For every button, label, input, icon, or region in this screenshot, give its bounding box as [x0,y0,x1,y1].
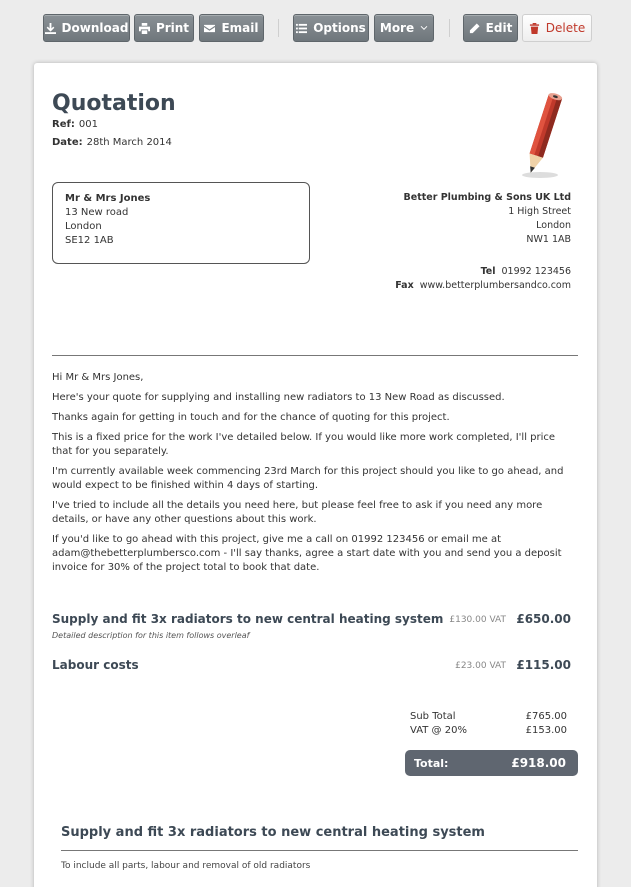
letter-paragraph: I'm currently available week commencing 23rd March for this project should you like to go ahead, and would expect to be finished within 4 days of starting. [52,466,564,491]
total-label: Total: [414,757,449,770]
subtotal-value: £765.00 [525,711,567,722]
line-item-name: Supply and fit 3x radiators to new central heating system [52,612,444,626]
company-address-line: NW1 1AB [526,234,571,245]
company-address-line: 1 High Street [508,206,571,217]
vat-label: VAT @ 20% [410,725,467,736]
delete-label: Delete [545,21,586,35]
page-title: Quotation [52,91,176,116]
toolbar-separator [278,19,279,37]
total-bar [405,750,578,776]
letter-paragraph: Hi Mr & Mrs Jones, [52,372,144,383]
toolbar [43,14,603,42]
letter-paragraph: Thanks again for getting in touch and for the chance of quoting for this project. [52,412,450,423]
download-button[interactable] [43,14,130,42]
customer-address [52,182,310,264]
toolbar-separator [449,19,450,37]
line-item-price: £115.00 [516,658,571,672]
tel-line [351,265,571,279]
pencil-icon [469,23,480,34]
chevron-down-icon [420,24,428,32]
options-button[interactable] [293,14,369,42]
fax-label: Fax [395,280,414,291]
detail-section-text: To include all parts, labour and removal of old radiators [61,861,311,871]
vat-value: £153.00 [525,725,567,736]
options-label: Options [313,21,366,35]
line-item-vat: £23.00 VAT [455,661,506,671]
total-value: £918.00 [511,756,566,770]
ref-line [52,119,98,130]
more-dropdown-button[interactable] [374,14,434,42]
letter-paragraph: If you'd like to go ahead with this project, give me a call on 01992 123456 or email me at adam@thebetterplumbersco.com - I'll say thanks, agree a start date with you and send you a deposit invoice for 30% of the project total to book that date. [52,534,562,573]
cover-letter [52,371,578,581]
pencil-logo-icon [512,89,572,181]
fax-value: www.betterplumbersandco.com [419,280,571,291]
download-label: Download [61,21,129,35]
company-contact [351,265,571,293]
print-button[interactable] [134,14,194,42]
customer-address-line: London [65,221,102,232]
company-address [351,191,571,247]
edit-label: Edit [485,21,513,35]
line-item-name: Labour costs [52,658,139,672]
divider [52,355,578,356]
date-label: Date: [52,137,83,148]
company-name: Better Plumbing & Sons UK Ltd [403,192,571,203]
edit-button[interactable] [463,14,518,42]
download-icon [45,23,56,34]
email-button[interactable] [199,14,264,42]
quotation-document [34,63,597,887]
line-item-description: Detailed description for this item follows overleaf [52,631,250,640]
line-item-price: £650.00 [516,612,571,626]
detail-section-title: Supply and fit 3x radiators to new central heating system [61,825,485,840]
list-icon [296,23,307,34]
envelope-icon [204,23,215,34]
customer-address-line: 13 New road [65,207,129,218]
ref-label: Ref: [52,119,75,130]
trash-icon [529,23,540,34]
letter-paragraph: This is a fixed price for the work I've detailed below. If you would like more work completed, I'll price that for you separately. [52,432,556,457]
subtotal-label: Sub Total [410,711,456,722]
email-label: Email [221,21,259,35]
letter-paragraph: Here's your quote for supplying and installing new radiators to 13 New Road as discussed. [52,392,505,403]
customer-address-line: SE12 1AB [65,235,114,246]
tel-value: 01992 123456 [501,266,571,277]
company-address-line: London [536,220,571,231]
fax-line [351,279,571,293]
delete-button[interactable] [522,14,592,42]
line-item-vat: £130.00 VAT [449,615,506,625]
customer-name: Mr & Mrs Jones [65,193,151,204]
ref-value: 001 [78,119,98,130]
date-line [52,137,172,148]
print-label: Print [155,21,190,35]
printer-icon [139,23,150,34]
divider [61,850,578,851]
date-value: 28th March 2014 [86,137,172,148]
tel-label: Tel [480,266,496,277]
letter-paragraph: I've tried to include all the details you need here, but please feel free to ask if you need any more details, or have any other questions about this work. [52,500,543,525]
more-label: More [379,21,415,35]
